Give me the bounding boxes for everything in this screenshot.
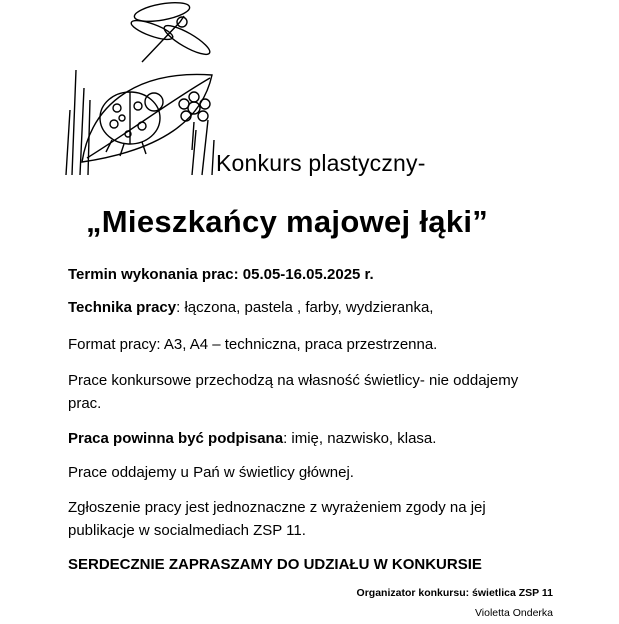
ladybug-icon bbox=[100, 92, 163, 156]
author-text: Violetta Onderka bbox=[474, 607, 553, 619]
signature-label: Praca powinna być podpisana bbox=[68, 430, 284, 447]
contest-title: „Mieszkańcy majowej łąki” bbox=[86, 204, 489, 239]
ownership-text: Prace konkursowe przechodzą na własność świetlicy- nie oddajemy prac. bbox=[68, 372, 519, 412]
invitation-text: SERDECZNIE ZAPRASZAMY DO UDZIAŁU W KONKURSIE bbox=[68, 556, 482, 573]
signature-value: : imię, nazwisko, klasa. bbox=[283, 430, 437, 447]
contest-subtitle: Konkurs plastyczny- bbox=[216, 150, 426, 176]
organizer-text: Organizator konkursu: świetlica ZSP 11 bbox=[356, 587, 553, 599]
submission-text: Prace oddajemy u Pań w świetlicy głównej. bbox=[68, 464, 354, 481]
format-text: Format pracy: A3, A4 – techniczna, praca przestrzenna. bbox=[68, 336, 438, 353]
technique-label: Technika pracy bbox=[68, 299, 177, 316]
dragonfly-icon bbox=[129, 0, 213, 62]
ladybug-leaf-illustration bbox=[62, 0, 222, 180]
deadline-text: Termin wykonania prac: 05.05-16.05.2025 r. bbox=[68, 266, 374, 283]
technique-paragraph bbox=[68, 296, 548, 319]
consent-text: Zgłoszenie pracy jest jednoznaczne z wyrażeniem zgody na jej publikacje w socialmediach ZSP 11. bbox=[68, 499, 486, 539]
signature-paragraph bbox=[68, 427, 548, 450]
technique-value: : łączona, pastela , farby, wydzieranka, bbox=[176, 299, 434, 316]
